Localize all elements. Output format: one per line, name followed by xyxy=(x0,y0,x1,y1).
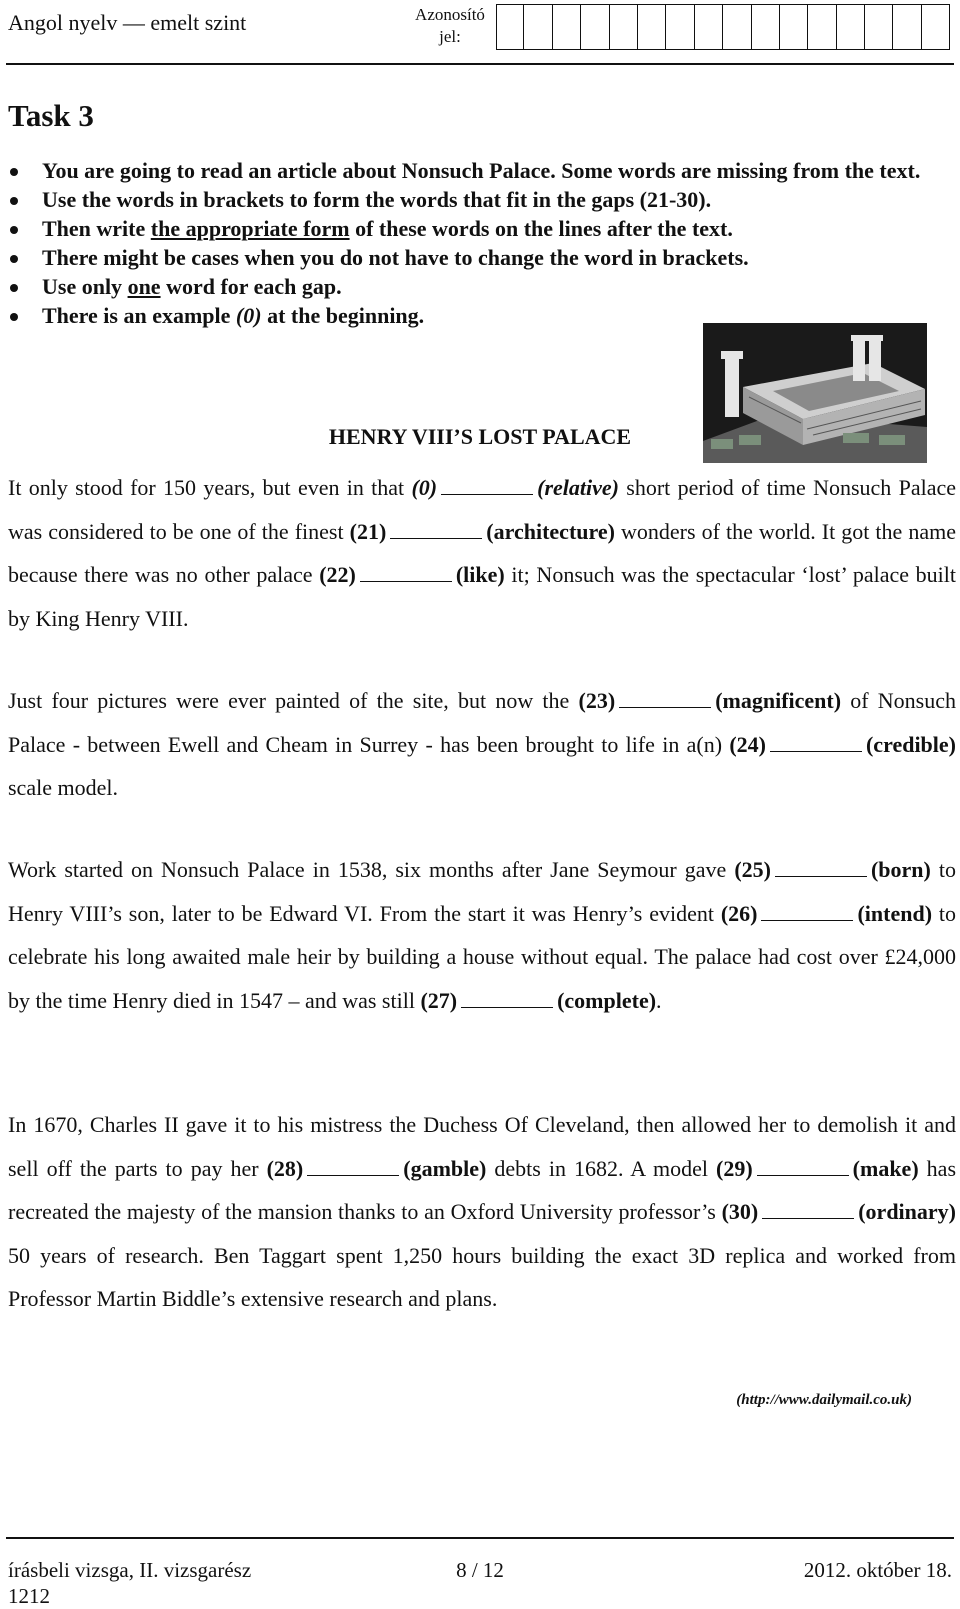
instruction-item xyxy=(8,243,958,272)
article-paragraph-1 xyxy=(8,466,956,640)
gap-base-word: (make) xyxy=(852,1155,919,1181)
gap-number: (30) xyxy=(721,1199,759,1224)
answer-gap[interactable] xyxy=(441,476,533,495)
id-box[interactable] xyxy=(695,4,723,50)
paragraph-text: It only stood for 150 years, but even in that xyxy=(8,475,412,500)
id-box[interactable] xyxy=(496,4,524,50)
instruction-emphasis: one xyxy=(127,274,161,299)
instruction-text: Use the words in brackets to form the words that fit in the gaps (21-30). xyxy=(42,187,712,212)
id-box[interactable] xyxy=(837,4,865,50)
id-box[interactable] xyxy=(922,4,950,50)
paragraph-text: short period of time Nonsuch Palace was considered to be one of the finest xyxy=(8,475,956,544)
id-box[interactable] xyxy=(865,4,893,50)
answer-gap[interactable] xyxy=(360,563,452,582)
instruction-item xyxy=(8,272,958,301)
answer-gap[interactable] xyxy=(761,902,853,921)
gap-number: (0) xyxy=(411,475,438,500)
paragraph-text: 50 years of research. Ben Taggart spent 1,250 hours building the exact 3D replica and worked from Professor Martin Biddle’s extensive research and plans. xyxy=(8,1242,956,1311)
paragraph-text: debts in 1682. A model xyxy=(486,1155,717,1181)
article-paragraph-2 xyxy=(8,679,956,810)
source-citation: (http://www.dailymail.co.uk) xyxy=(736,1392,912,1408)
task-title: Task 3 xyxy=(8,98,94,133)
id-box[interactable] xyxy=(553,4,581,50)
paragraph-text: Just four pictures were ever painted of the site, but now the xyxy=(8,688,579,713)
answer-gap[interactable] xyxy=(461,989,553,1008)
gap-number: (21) xyxy=(349,518,387,544)
article-title: HENRY VIII’S LOST PALACE xyxy=(328,424,632,449)
answer-gap[interactable] xyxy=(757,1157,849,1176)
instruction-item xyxy=(8,156,958,185)
id-box[interactable] xyxy=(723,4,751,50)
id-box[interactable] xyxy=(638,4,666,50)
footer-rule xyxy=(6,1537,954,1539)
id-boxes xyxy=(496,4,950,50)
gap-number: (27) xyxy=(420,987,458,1013)
instruction-emphasis: (0) xyxy=(235,303,262,328)
gap-number: (26) xyxy=(720,900,758,926)
article-paragraph-4 xyxy=(8,1103,956,1321)
paragraph-text: Work started on Nonsuch Palace in 1538, six months after Jane Seymour gave xyxy=(8,857,735,882)
gap-base-word: (ordinary) xyxy=(858,1199,956,1224)
gap-base-word: (credible) xyxy=(865,731,956,757)
paragraph-text: . xyxy=(656,987,662,1013)
paragraph-text: has recreated the majesty of the mansion thanks to an Oxford University professor’s xyxy=(8,1155,957,1224)
gap-number: (23) xyxy=(578,688,616,713)
id-box[interactable] xyxy=(893,4,921,50)
instruction-emphasis: the appropriate form xyxy=(150,216,350,241)
paragraph-text: it; Nonsuch was the spectacular ‘lost’ palace built by King Henry VIII. xyxy=(8,562,956,631)
id-box[interactable] xyxy=(524,4,552,50)
gap-number: (28) xyxy=(266,1155,304,1181)
page-number: 8 / 12 xyxy=(456,1558,504,1582)
gap-base-word: (intend) xyxy=(857,900,933,926)
paragraph-text: In 1670, Charles II gave it to his mistress the Duchess Of Cleveland, then allowed her to demolish it and sell off the parts to pay her xyxy=(8,1112,956,1181)
instruction-text: Use only xyxy=(42,274,128,299)
gap-base-word: (complete) xyxy=(557,987,657,1013)
exam-date: 2012. október 18. xyxy=(803,1558,952,1582)
id-label: Azonosító jel: xyxy=(415,5,485,46)
answer-gap[interactable] xyxy=(770,733,862,752)
id-box[interactable] xyxy=(581,4,609,50)
instruction-text: Then write xyxy=(42,216,151,241)
answer-gap[interactable] xyxy=(619,689,711,708)
instruction-item xyxy=(8,185,958,214)
gap-base-word: (magnificent) xyxy=(715,688,842,713)
instruction-text: of these words on the lines after the text. xyxy=(349,216,733,241)
gap-base-word: (born) xyxy=(870,857,931,882)
answer-gap[interactable] xyxy=(775,858,867,877)
subject-title: Angol nyelv — emelt szint xyxy=(8,10,247,35)
footer-exam-code: 1212 xyxy=(8,1584,50,1608)
id-box[interactable] xyxy=(610,4,638,50)
article-paragraph-3 xyxy=(8,848,956,1022)
gap-number: (25) xyxy=(734,857,771,882)
instruction-text: There is an example xyxy=(42,303,236,328)
paragraph-text: of Nonsuch Palace - between Ewell and Cheam in Surrey - has been brought to life in a(n) xyxy=(8,688,957,757)
answer-gap[interactable] xyxy=(307,1157,399,1176)
gap-base-word: (relative) xyxy=(537,475,619,500)
gap-number: (24) xyxy=(729,731,766,757)
paragraph-text: to Henry VIII’s son, later to be Edward VI. From the start it was Henry’s evident xyxy=(8,857,956,926)
instruction-text: word for each gap. xyxy=(160,274,342,299)
gap-number: (29) xyxy=(716,1155,753,1181)
instruction-text: at the beginning. xyxy=(261,303,425,328)
answer-gap[interactable] xyxy=(390,520,482,539)
paragraph-text: wonders of the world. It got the name because there was no other palace xyxy=(8,518,956,587)
paragraph-text: to celebrate his long awaited male heir by building a house without equal. The palace had cost over £24,000 by the time Henry died in 1547 – and was still xyxy=(8,900,956,1013)
instruction-text: You are going to read an article about Nonsuch Palace. Some words are missing from the text. xyxy=(42,158,921,183)
header-rule xyxy=(6,63,954,65)
id-box[interactable] xyxy=(808,4,836,50)
instruction-item xyxy=(8,214,958,243)
paragraph-text: scale model. xyxy=(8,775,118,800)
instruction-list xyxy=(8,156,958,330)
gap-number: (22) xyxy=(319,562,356,587)
gap-base-word: (like) xyxy=(455,562,505,587)
id-box[interactable] xyxy=(666,4,694,50)
gap-base-word: (architecture) xyxy=(486,518,615,544)
answer-gap[interactable] xyxy=(762,1200,854,1219)
footer-exam-part: írásbeli vizsga, II. vizsgarész xyxy=(8,1558,252,1582)
id-box[interactable] xyxy=(752,4,780,50)
id-box[interactable] xyxy=(780,4,808,50)
gap-base-word: (gamble) xyxy=(403,1155,487,1181)
instruction-text: There might be cases when you do not have to change the word in brackets. xyxy=(42,245,749,270)
